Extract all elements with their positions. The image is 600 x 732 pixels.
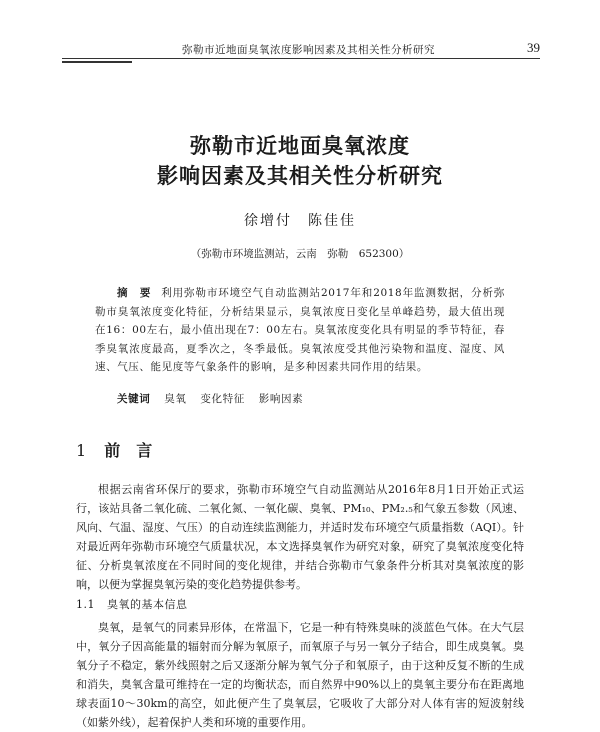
subsection-heading [76, 596, 188, 612]
keyword: 臭氧 [164, 393, 187, 405]
abstract-text: 利用弥勒市环境空气自动监测站2017年和2018年监测数据，分析弥勒市臭氧浓度变化特征，分析结果显示，臭氧浓度日变化呈单峰趋势，最大值出现在16：00左右，最小值出现在7：00左右。臭氧浓度变化具有明显的季节特征，春季臭氧浓度最高，夏季次之，冬季最低。臭氧浓度受其他污染物和温度、湿度、风速、气压、能见度等气象条件的影响，是多种因素共同作用的结果。 [95, 287, 505, 373]
affiliation: （弥勒市环境监测站，云南 弥勒 652300） [190, 248, 410, 260]
running-title: 弥勒市近地面臭氧浓度影响因素及其相关性分析研究 [182, 44, 435, 56]
section-heading [76, 438, 152, 461]
keyword: 影响因素 [258, 393, 304, 405]
subsection-paragraph: 臭氧，是氧气的同素异形体，在常温下，它是一种有特殊臭味的淡蓝色气体。在大气层中，氧分子因高能量的辐射而分解为氧原子，而氧原子与另一氧分子结合，即生成臭氧。臭氧分子不稳定，紫外线照射之后又逐渐分解为氧气分子和氧原子，由于这种反复不断的生成和消失，臭氧含量可维持在一定的均衡状态，而自然界中90%以上的臭氧主要分布在距离地球表面10～30km的高空，如此便产生了臭氧层，它吸收了大部分对人体有害的短波射线（如紫外线），起着保护人类和环境的重要作用。 [76, 621, 524, 729]
abstract [95, 284, 505, 377]
keywords-label: 关键词 [117, 393, 151, 405]
section-title: 前 言 [104, 441, 153, 460]
section-paragraph: 根据云南省环保厅的要求，弥勒市环境空气自动监测站从2016年8月1日开始正式运行，该站具备二氧化硫、二氧化氮、一氧化碳、臭氧、PM₁₀、PM₂.₅和气象五参数（风速、风向、气温、湿度、气压）的自动连续监测能力，并适时发布环境空气质量指数（AQI）。针对最近两年弥勒市环境空气质量状况，本文选择臭氧作为研究对象，研究了臭氧浓度变化特征、分析臭氧浓度在不同时间的变化规律，并结合弥勒市气象条件分析其对臭氧浓度的影响，以便为掌握臭氧污染的变化趋势提供参考。 [76, 483, 524, 591]
keywords [117, 391, 313, 406]
section-number: 1 [76, 441, 87, 460]
abstract-label: 摘 要 [117, 287, 152, 299]
authors: 徐增付 陈佳佳 [244, 213, 356, 229]
header-rule-accent [62, 61, 132, 63]
subsection-number: 1.1 [76, 598, 95, 611]
keyword: 变化特征 [200, 393, 245, 405]
subsection-title: 臭氧的基本信息 [107, 598, 188, 611]
paper-title-line-1: 弥勒市近地面臭氧浓度 [190, 133, 410, 158]
header-rule [62, 58, 540, 59]
page-header [62, 42, 540, 62]
page-number: 39 [527, 40, 540, 55]
paper-title-line-2: 影响因素及其相关性分析研究 [157, 163, 443, 188]
